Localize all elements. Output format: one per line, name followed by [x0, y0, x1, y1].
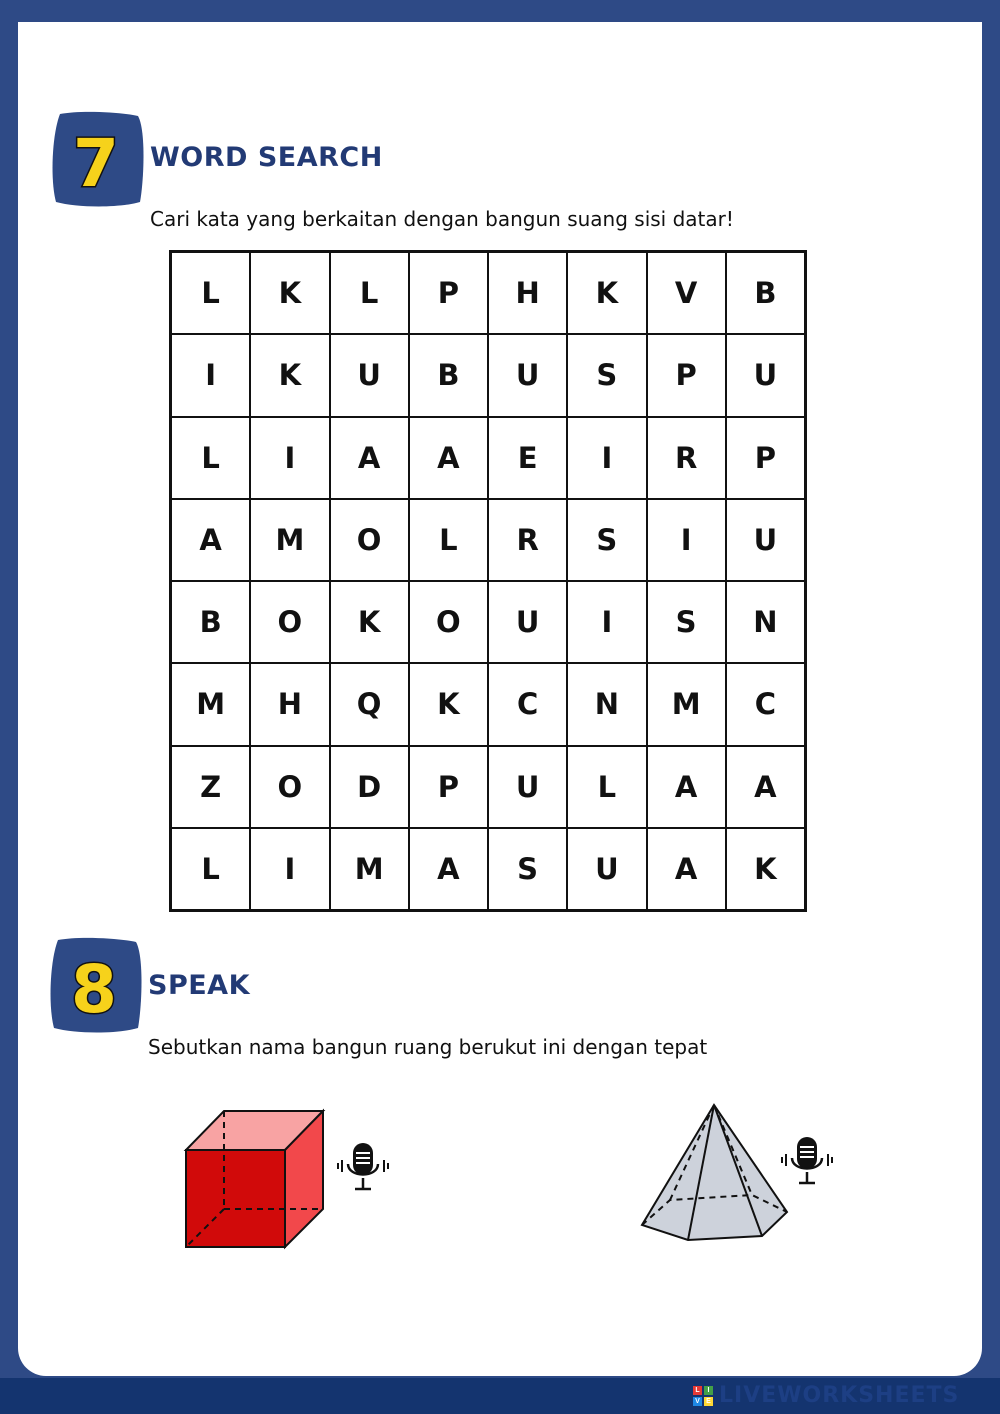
grid-cell[interactable]: M — [250, 499, 329, 581]
grid-cell[interactable]: L — [330, 252, 409, 334]
grid-cell[interactable]: L — [567, 746, 646, 828]
grid-cell[interactable]: S — [488, 828, 567, 910]
grid-cell[interactable]: U — [488, 581, 567, 663]
grid-cell[interactable]: L — [171, 417, 250, 499]
grid-cell[interactable]: P — [647, 334, 726, 416]
section-number: 8 — [71, 951, 117, 1028]
section-number-badge — [48, 936, 144, 1036]
grid-cell[interactable]: P — [409, 746, 488, 828]
grid-cell[interactable]: P — [726, 417, 805, 499]
grid-cell[interactable]: E — [488, 417, 567, 499]
logo-text: LIVEWORKSHEETS — [719, 1383, 960, 1408]
logo-letter: I — [704, 1386, 713, 1395]
grid-cell[interactable]: A — [171, 499, 250, 581]
grid-cell[interactable]: I — [567, 581, 646, 663]
grid-cell[interactable]: I — [171, 334, 250, 416]
grid-cell[interactable]: U — [488, 746, 567, 828]
grid-cell[interactable]: K — [567, 252, 646, 334]
grid-cell[interactable]: M — [647, 663, 726, 745]
liveworksheets-logo[interactable] — [693, 1379, 959, 1412]
grid-cell[interactable]: M — [171, 663, 250, 745]
grid-cell[interactable]: B — [409, 334, 488, 416]
grid-cell[interactable]: K — [250, 252, 329, 334]
pyramid-icon — [640, 1102, 790, 1244]
grid-cell[interactable]: L — [171, 828, 250, 910]
grid-cell[interactable]: B — [171, 581, 250, 663]
logo-letter: L — [693, 1386, 702, 1395]
grid-cell[interactable]: U — [567, 828, 646, 910]
grid-cell[interactable]: N — [726, 581, 805, 663]
grid-cell[interactable]: O — [250, 746, 329, 828]
grid-cell[interactable]: N — [567, 663, 646, 745]
grid-cell[interactable]: B — [726, 252, 805, 334]
grid-cell[interactable]: K — [250, 334, 329, 416]
grid-cell[interactable]: A — [409, 417, 488, 499]
section-title: WORD SEARCH — [150, 142, 383, 173]
grid-cell[interactable]: K — [330, 581, 409, 663]
microphone-icon[interactable] — [780, 1134, 834, 1190]
section-title: SPEAK — [148, 970, 250, 1001]
grid-cell[interactable]: L — [409, 499, 488, 581]
grid-cell[interactable]: O — [250, 581, 329, 663]
grid-cell[interactable]: K — [726, 828, 805, 910]
grid-cell[interactable]: A — [647, 746, 726, 828]
grid-cell[interactable]: R — [488, 499, 567, 581]
section-number-badge — [50, 110, 146, 210]
grid-cell[interactable]: H — [488, 252, 567, 334]
grid-cell[interactable]: U — [726, 334, 805, 416]
grid-cell[interactable]: D — [330, 746, 409, 828]
word-search-grid — [169, 250, 807, 912]
grid-cell[interactable]: S — [647, 581, 726, 663]
grid-cell[interactable]: L — [171, 252, 250, 334]
grid-cell[interactable]: K — [409, 663, 488, 745]
grid-cell[interactable]: P — [409, 252, 488, 334]
grid-cell[interactable]: Q — [330, 663, 409, 745]
logo-letter: E — [704, 1397, 713, 1406]
grid-cell[interactable]: I — [567, 417, 646, 499]
grid-cell[interactable]: C — [488, 663, 567, 745]
grid-cell[interactable]: O — [330, 499, 409, 581]
grid-cell[interactable]: A — [726, 746, 805, 828]
grid-cell[interactable]: O — [409, 581, 488, 663]
grid-cell[interactable]: Z — [171, 746, 250, 828]
grid-cell[interactable]: A — [409, 828, 488, 910]
grid-cell[interactable]: R — [647, 417, 726, 499]
grid-cell[interactable]: M — [330, 828, 409, 910]
grid-cell[interactable]: S — [567, 499, 646, 581]
grid-cell[interactable]: U — [488, 334, 567, 416]
grid-cell[interactable]: A — [647, 828, 726, 910]
grid-cell[interactable]: A — [330, 417, 409, 499]
grid-cell[interactable]: S — [567, 334, 646, 416]
section-number: 7 — [73, 125, 119, 202]
grid-cell[interactable]: U — [726, 499, 805, 581]
grid-cell[interactable]: H — [250, 663, 329, 745]
microphone-icon[interactable] — [336, 1140, 390, 1196]
logo-squares — [693, 1386, 713, 1406]
grid-cell[interactable]: C — [726, 663, 805, 745]
grid-cell[interactable]: V — [647, 252, 726, 334]
grid-cell[interactable]: U — [330, 334, 409, 416]
grid-cell[interactable]: I — [250, 417, 329, 499]
cube-icon — [182, 1106, 328, 1252]
instruction-text: Cari kata yang berkaitan dengan bangun suang sisi datar! — [150, 207, 734, 231]
grid-cell[interactable]: I — [647, 499, 726, 581]
logo-letter: V — [693, 1397, 702, 1406]
grid-cell[interactable]: I — [250, 828, 329, 910]
instruction-text: Sebutkan nama bangun ruang berukut ini dengan tepat — [148, 1035, 708, 1059]
